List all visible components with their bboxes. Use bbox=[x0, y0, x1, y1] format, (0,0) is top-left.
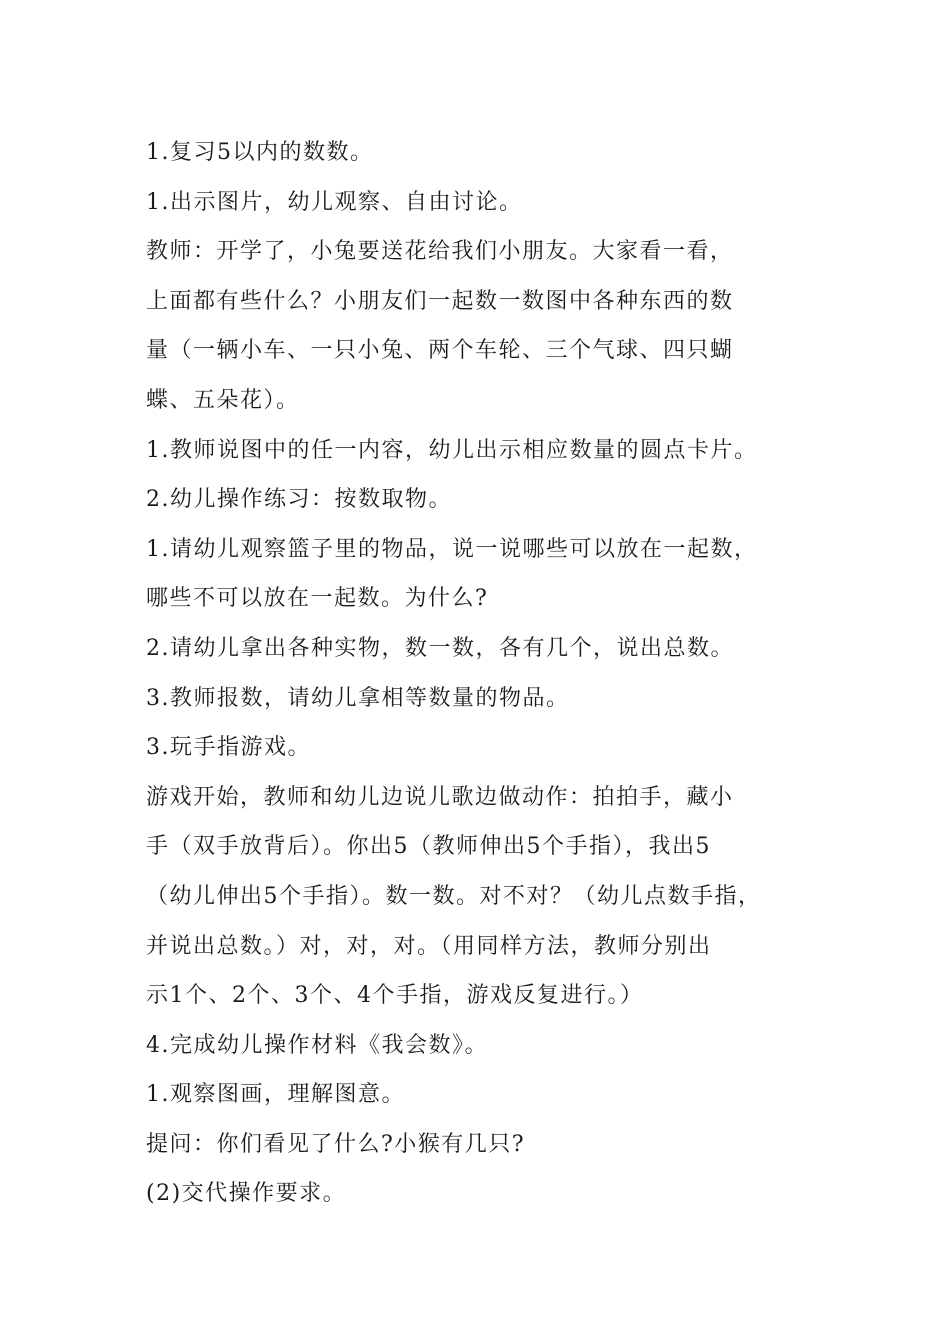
text-line: 3.玩手指游戏。 bbox=[146, 735, 311, 761]
text-line: 教师：开学了，小兔要送花给我们小朋友。大家看一看， bbox=[146, 239, 734, 265]
text-line: 哪些不可以放在一起数。为什么? bbox=[146, 586, 489, 612]
text-line: 手（双手放背后）。你出5（教师伸出5个手指），我出5 bbox=[146, 834, 711, 860]
text-line: （幼儿伸出5个手指）。数一数。对不对？（幼儿点数手指， bbox=[146, 883, 762, 909]
text-line: 2.幼儿操作练习：按数取物。 bbox=[146, 487, 452, 513]
text-line: 1.观察图画，理解图意。 bbox=[146, 1082, 405, 1108]
text-line: 1.复习5以内的数数。 bbox=[146, 140, 374, 165]
text-line: 并说出总数。）对，对，对。（用同样方法，教师分别出 bbox=[146, 933, 712, 959]
text-line: 2.请幼儿拿出各种实物，数一数，各有几个，说出总数。 bbox=[146, 635, 734, 661]
text-line: (2)交代操作要求。 bbox=[146, 1181, 347, 1207]
text-line: 量（一辆小车、一只小兔、两个车轮、三个气球、四只蝴 bbox=[146, 338, 734, 364]
text-line: 蝶、五朵花）。 bbox=[146, 387, 300, 413]
text-line: 1.教师说图中的任一内容，幼儿出示相应数量的圆点卡片。 bbox=[146, 437, 758, 463]
text-line: 1.出示图片，幼儿观察、自由讨论。 bbox=[146, 189, 523, 215]
text-line: 上面都有些什么？小朋友们一起数一数图中各种东西的数 bbox=[146, 288, 734, 314]
text-line: 提问：你们看见了什么?小猴有几只? bbox=[146, 1131, 526, 1157]
text-line: 游戏开始，教师和幼儿边说儿歌边做动作：拍拍手，藏小 bbox=[146, 784, 734, 810]
text-line: 1.请幼儿观察篮子里的物品，说一说哪些可以放在一起数， bbox=[146, 536, 758, 562]
text-line: 示1个、2个、3个、4个手指，游戏反复进行。） bbox=[146, 983, 644, 1009]
text-line: 3.教师报数，请幼儿拿相等数量的物品。 bbox=[146, 685, 570, 711]
document-body bbox=[146, 128, 846, 1219]
text-line: 4.完成幼儿操作材料《我会数》。 bbox=[146, 1032, 488, 1058]
